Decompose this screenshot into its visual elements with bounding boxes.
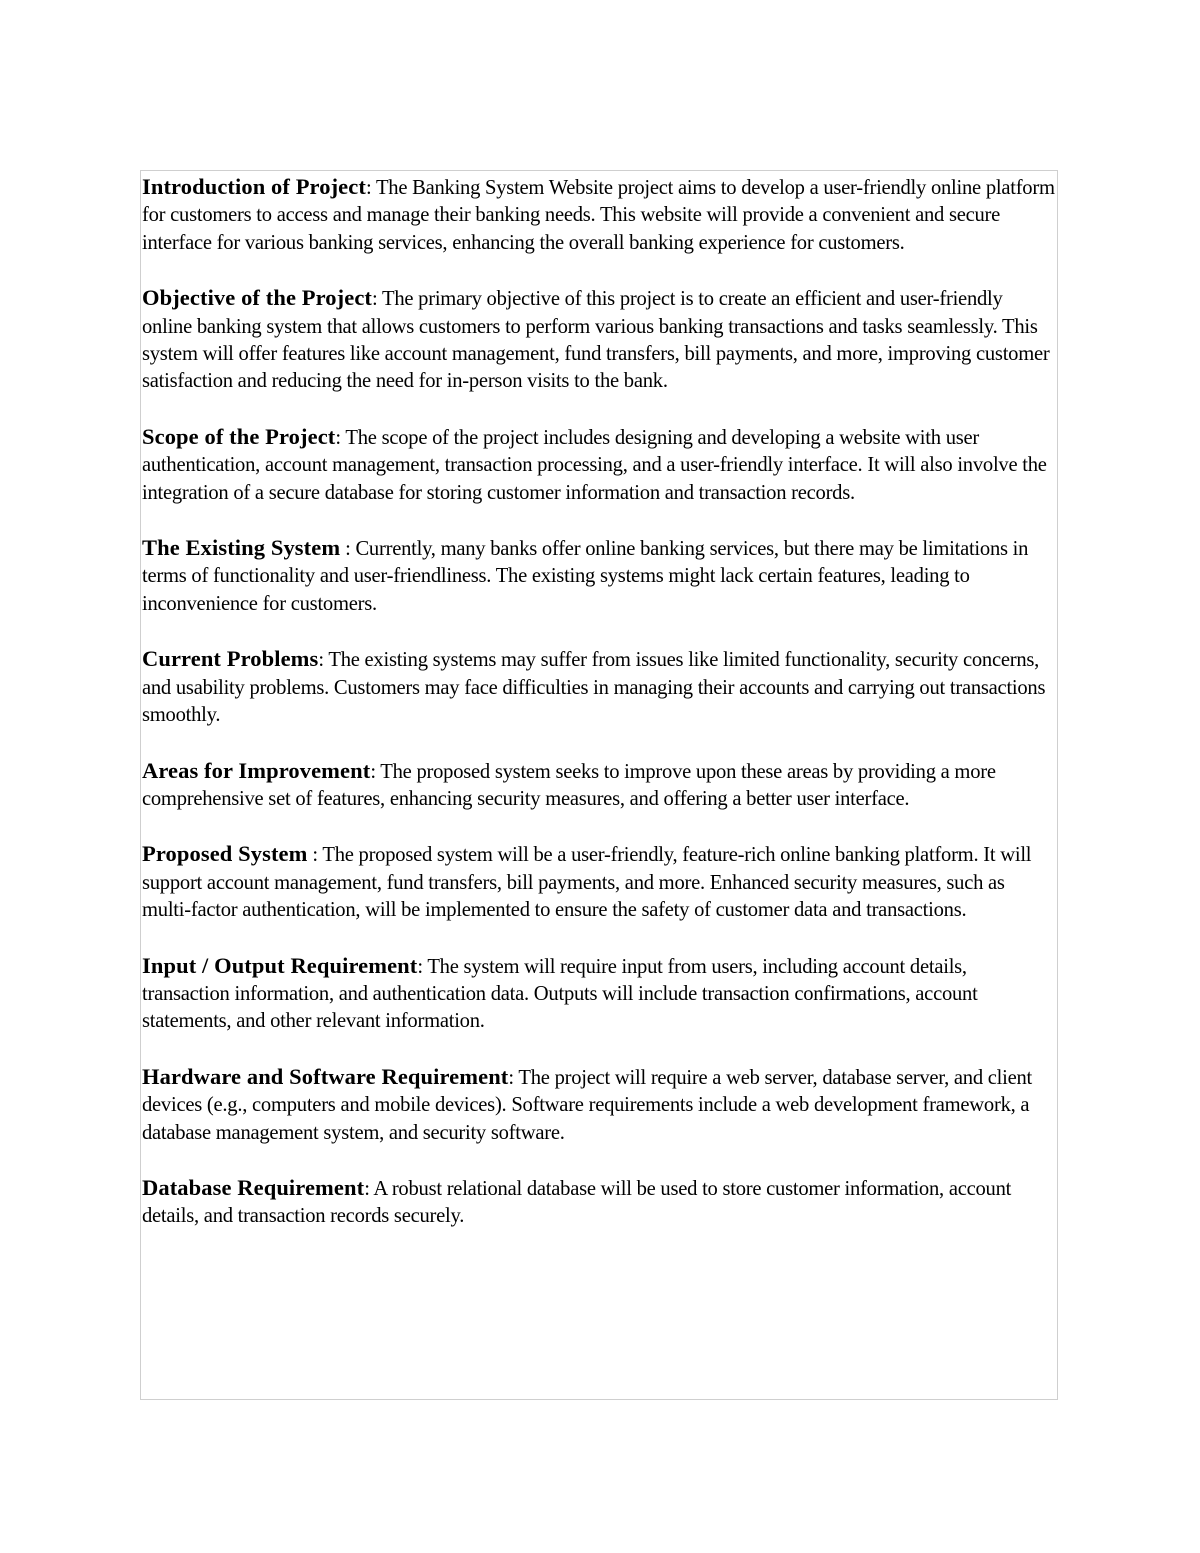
section-text: : The existing systems may suffer from issues like limited functionality, security concerns, and usability problems. Customers may face difficulties in managing their accounts and carrying out transactions smoothly.: [142, 649, 1046, 727]
section-objective: [142, 284, 1057, 396]
section-text: : The primary objective of this project is to create an efficient and user-friendly online banking system that allows customers to perform various banking transactions and tasks seamlessly. This system will offer features like account management, fund transfers, bill payments, and more, improving customer satisfaction and reducing the need for in-person visits to the bank.: [142, 288, 1050, 393]
section-heading: Database Requirement: [142, 1174, 365, 1200]
section-heading: Current Problems: [142, 646, 319, 672]
section-heading: Objective of the Project: [142, 285, 373, 311]
section-heading: Input / Output Requirement: [142, 952, 418, 978]
section-text: : The project will require a web server, database server, and client devices (e.g., computers and mobile devices). Software requirements include a web development framework, a database management system, and security software.: [142, 1066, 1033, 1144]
section-proposed-system: [142, 840, 1057, 924]
section-text: : The scope of the project includes designing and developing a website with user authentication, account management, transaction processing, and a user-friendly interface. It will also involve the integration of a secure database for storing customer information and transaction records.: [142, 426, 1047, 504]
section-existing-system: [142, 534, 1057, 618]
section-text: : The Banking System Website project aims to develop a user-friendly online platform for customers to access and manage their banking needs. This website will provide a convenient and secure interface for various banking services, enhancing the overall banking experience for customers.: [142, 177, 1055, 254]
section-heading: Areas for Improvement: [142, 757, 371, 783]
section-text: : The proposed system will be a user-friendly, feature-rich online banking platform. It will support account management, fund transfers, bill payments, and more. Enhanced security measures, such as multi-factor authentication, will be implemented to ensure the safety of customer data and transactions.: [142, 844, 1032, 922]
section-text: : The system will require input from users, including account details, transaction information, and authentication data. Outputs will include transaction confirmations, account statements, and other relevant information.: [142, 955, 978, 1033]
section-introduction: [142, 173, 1057, 257]
section-current-problems: [142, 645, 1057, 729]
section-database: [142, 1174, 1057, 1231]
section-heading: Scope of the Project: [142, 423, 336, 449]
section-hardware-software: [142, 1063, 1057, 1147]
section-heading: Hardware and Software Requirement: [142, 1063, 509, 1089]
section-text: : The proposed system seeks to improve upon these areas by providing a more comprehensive set of features, enhancing security measures, and offering a better user interface.: [142, 760, 996, 810]
section-input-output: [142, 952, 1057, 1036]
section-areas-for-improvement: [142, 757, 1057, 814]
section-heading: Proposed System: [142, 841, 308, 867]
section-heading: The Existing System: [142, 535, 341, 561]
section-scope: [142, 423, 1057, 507]
section-text: : Currently, many banks offer online banking services, but there may be limitations in terms of functionality and user-friendliness. The existing systems might lack certain features, leading to inconvenience for customers.: [142, 538, 1029, 615]
section-heading: Introduction of Project: [142, 174, 366, 199]
section-text: : A robust relational database will be used to store customer information, account details, and transaction records securely.: [142, 1177, 1012, 1228]
document-body: [140, 170, 1058, 1400]
